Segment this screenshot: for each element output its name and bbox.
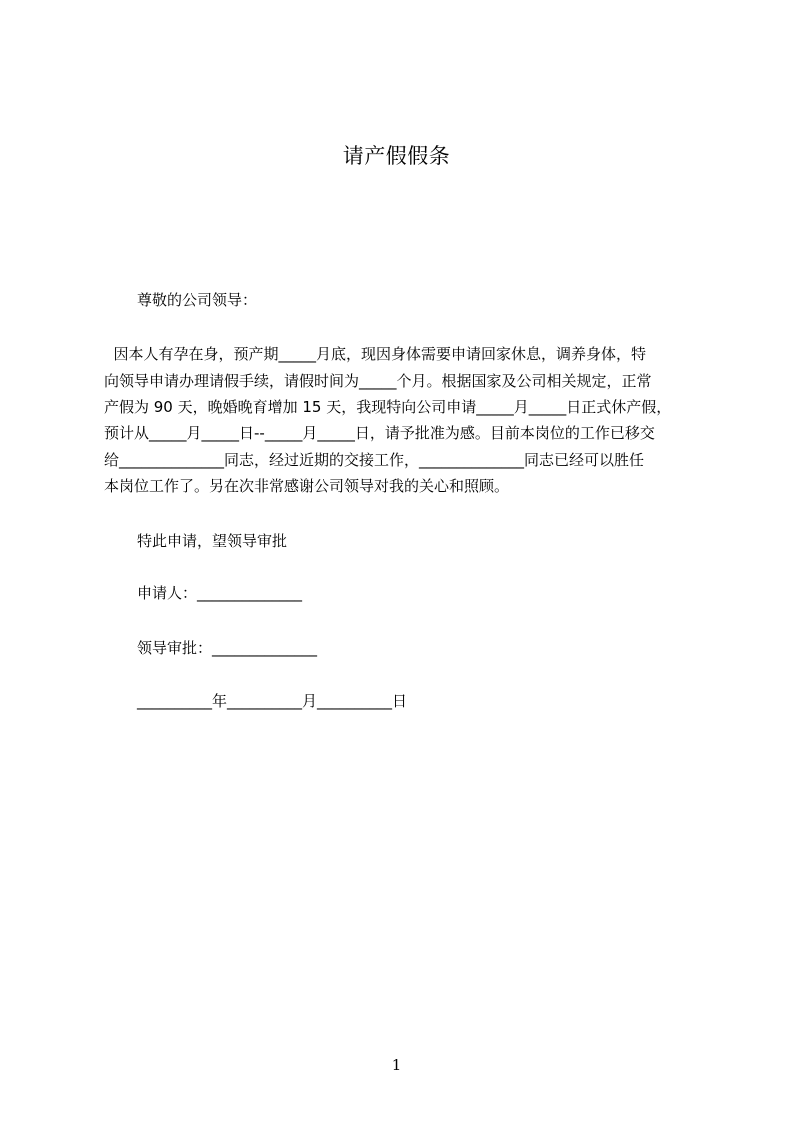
approval-signature-line: 领导审批：______________	[137, 639, 318, 657]
date-line: __________年__________月__________日	[137, 692, 408, 710]
body-line-text: 本岗位工作了。另在次非常感谢公司领导对我的关心和照顾。	[104, 477, 510, 496]
page-number: 1	[391, 1056, 402, 1074]
body-line-text: 给______________同志，经过近期的交接工作，______________同志已经可以胜任	[104, 450, 645, 469]
body-line	[104, 394, 708, 420]
body-line-text: 产假为 90 天，晚婚晚育增加 15 天，我现特向公司申请_____月_____日正式休产假，	[104, 397, 672, 416]
body-line-text: 因本人有孕在身，预产期_____月底，现因身体需要申请回家休息，调养身体，特	[104, 345, 647, 364]
body-line	[104, 367, 708, 393]
body-paragraph	[104, 341, 708, 499]
body-line	[104, 447, 708, 473]
salutation: 尊敬的公司领导：	[137, 291, 258, 309]
body-line	[104, 473, 708, 499]
body-line	[104, 341, 708, 367]
document-title: 请产假假条	[342, 144, 451, 168]
applicant-signature-line: 申请人：______________	[137, 584, 303, 602]
body-line	[104, 420, 708, 446]
body-line-text: 预计从_____月_____日--_____月_____日，请予批准为感。目前本岗位的工作已移交	[104, 424, 655, 443]
closing-statement: 特此申请，望领导审批	[137, 532, 288, 550]
body-line-text: 向领导申请办理请假手续，请假时间为_____个月。根据国家及公司相关规定，正常	[104, 371, 652, 390]
